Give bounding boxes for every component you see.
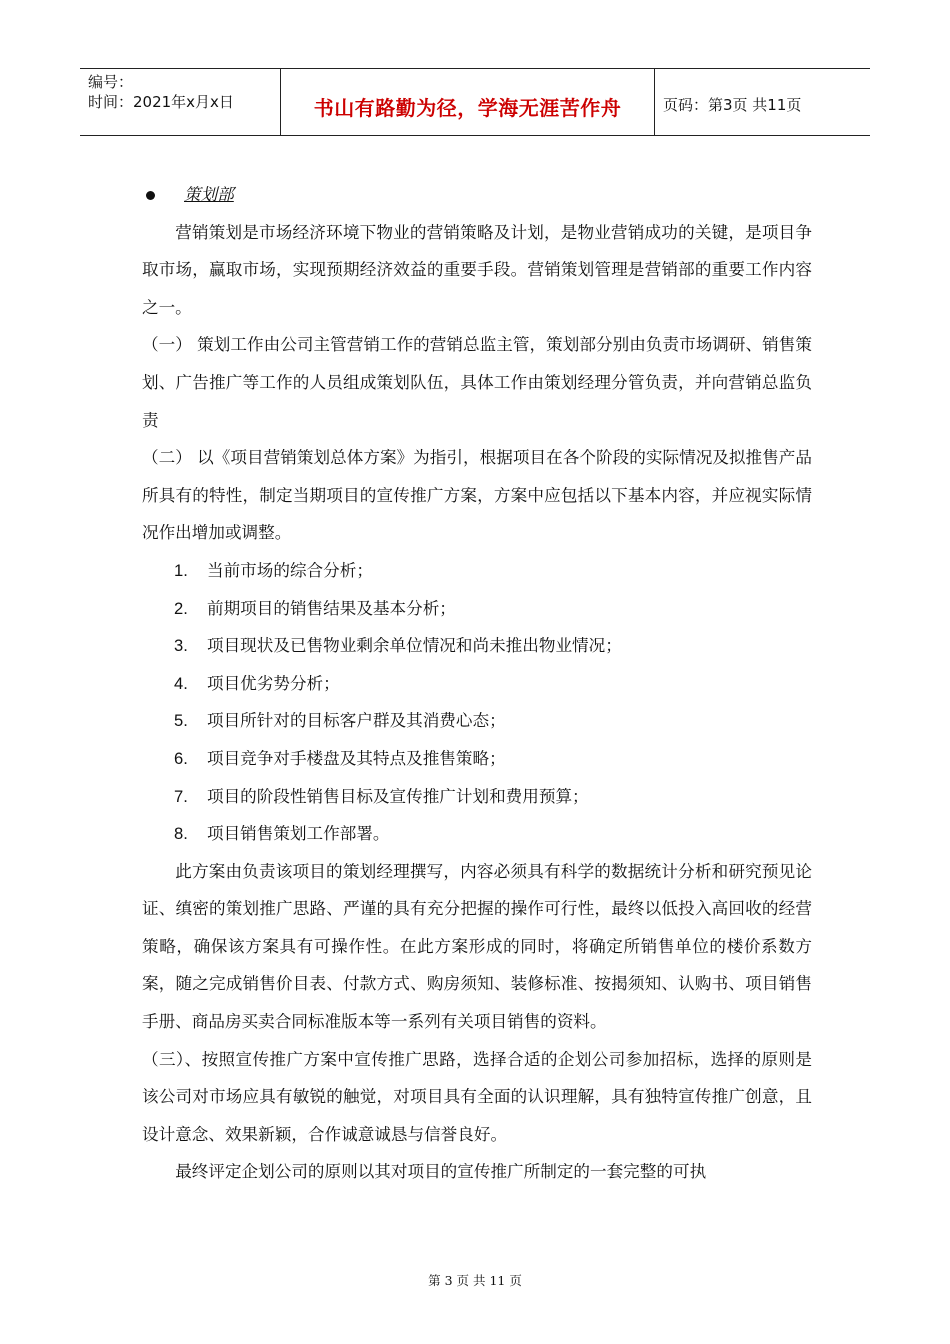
list-number: 7. [174, 786, 188, 806]
list-item [142, 702, 812, 740]
bullet-icon [146, 191, 155, 200]
list-number: 8. [174, 824, 188, 844]
list-number: 4. [174, 673, 188, 693]
list-text: 项目所针对的目标客户群及其消费心态； [207, 711, 506, 731]
item-one-paragraph: （一） 策划工作由公司主管营销工作的营销总监主管，策划部分别由负责市场调研、销售策划、广告推广等工作的人员组成策划队伍，具体工作由策划经理分管负责，并向营销总监负责 [142, 335, 812, 430]
list-number: 6. [174, 748, 188, 768]
code-label: 编号： [88, 73, 134, 91]
list-number: 2. [174, 598, 188, 618]
list-number: 5. [174, 711, 188, 731]
list-text: 项目的阶段性销售目标及宣传推广计划和费用预算； [207, 786, 589, 806]
list-text: 当前市场的综合分析； [207, 560, 373, 580]
intro-paragraph: 营销策划是市场经济环境下物业的营销策略及计划，是物业营销成功的关键，是项目争取市场，赢取市场，实现预期经济效益的重要手段。营销策划管理是营销部的重要工作内容之一。 [142, 222, 812, 317]
list-item [142, 665, 812, 703]
numbered-list [142, 552, 812, 853]
time-label: 时间：2021年x月x日 [88, 93, 234, 111]
section-title: 策划部 [184, 185, 234, 204]
header-motto: 书山有路勤为径，学海无涯苦作舟 [281, 69, 655, 135]
list-number: 3. [174, 636, 188, 656]
item-three-paragraph: （三）、按照宣传推广方案中宣传推广思路，选择合适的企划公司参加招标，选择的原则是该公司对市场应具有敏锐的触觉，对项目具有全面的认识理解，具有独特宣传推广创意，且设计意念、效果新颖，合作诚意诚恳与信誉良好。 [142, 1049, 812, 1144]
list-item [142, 627, 812, 665]
section-heading [142, 176, 812, 214]
header-meta [80, 69, 281, 135]
document-body [142, 176, 812, 1191]
list-text: 项目竞争对手楼盘及其特点及推售策略； [207, 748, 506, 768]
list-item [142, 552, 812, 590]
list-text: 项目销售策划工作部署。 [207, 824, 390, 844]
list-text: 前期项目的销售结果及基本分析； [207, 598, 456, 618]
header-page-info: 页码：第3页 共11页 [663, 95, 802, 114]
page-footer: 第 3 页 共 11 页 [428, 1273, 522, 1288]
list-item [142, 740, 812, 778]
list-text: 项目优劣势分析； [207, 673, 340, 693]
final-paragraph: 最终评定企划公司的原则以其对项目的宣传推广所制定的一套完整的可执 [175, 1162, 707, 1182]
page-header [80, 68, 870, 136]
list-number: 1. [174, 560, 188, 580]
list-item [142, 590, 812, 628]
plan-description-paragraph: 此方案由负责该项目的策划经理撰写，内容必须具有科学的数据统计分析和研究预见论证、缜密的策划推广思路、严谨的具有充分把握的操作可行性，最终以低投入高回收的经营策略，确保该方案具有可操作性。在此方案形成的同时，将确定所销售单位的楼价系数方案，随之完成销售价目表、付款方式、购房须知、装修标准、按揭须知、认购书、项目销售手册、商品房买卖合同标准版本等一系列有关项目销售的资料。 [142, 861, 812, 1032]
list-item [142, 815, 812, 853]
list-text: 项目现状及已售物业剩余单位情况和尚未推出物业情况； [207, 636, 622, 656]
item-two-paragraph: （二） 以《项目营销策划总体方案》为指引，根据项目在各个阶段的实际情况及拟推售产品所具有的特性，制定当期项目的宣传推广方案，方案中应包括以下基本内容，并应视实际情况作出增加或调整。 [142, 448, 812, 543]
list-item [142, 778, 812, 816]
